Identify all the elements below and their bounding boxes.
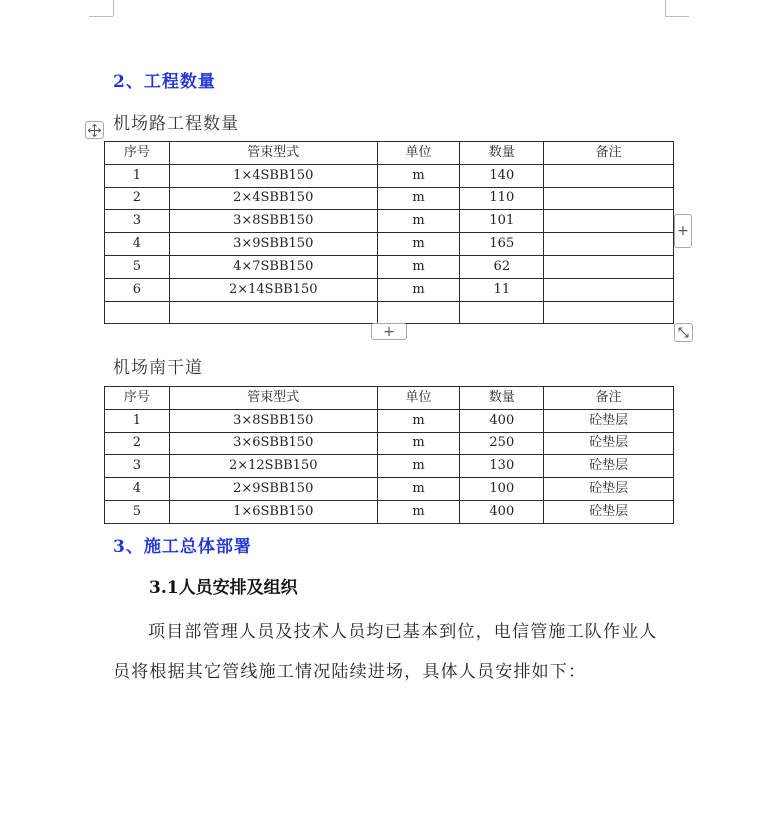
table-row: [105, 210, 674, 233]
table-cell[interactable]: 砼垫层: [544, 478, 674, 501]
table-row: [105, 164, 674, 187]
table-cell[interactable]: 11: [460, 278, 544, 301]
table-airport-road-quantities: [104, 141, 674, 324]
table-cell[interactable]: [169, 301, 377, 324]
table-cell[interactable]: 2×14SBB150: [169, 278, 377, 301]
header-cell: 序号: [105, 387, 170, 410]
table-resize-handle[interactable]: [674, 323, 693, 342]
table-header-row: [105, 142, 674, 165]
table-row: [105, 409, 674, 432]
table-cell[interactable]: 3×6SBB150: [169, 432, 377, 455]
table-row: [105, 255, 674, 278]
table-cell[interactable]: 400: [460, 500, 544, 523]
table-cell[interactable]: 130: [460, 455, 544, 478]
table-cell[interactable]: 400: [460, 409, 544, 432]
table-cell[interactable]: [544, 233, 674, 256]
crop-mark-top-left-horizontal: [89, 16, 113, 17]
table-cell[interactable]: 3: [105, 210, 170, 233]
subsection-3-1-heading: 3.1人员安排及组织: [149, 578, 298, 598]
table-cell[interactable]: m: [377, 210, 460, 233]
table-cell[interactable]: 4×7SBB150: [169, 255, 377, 278]
table-cell[interactable]: 100: [460, 478, 544, 501]
table-cell[interactable]: 砼垫层: [544, 500, 674, 523]
table-cell[interactable]: 砼垫层: [544, 455, 674, 478]
table-cell[interactable]: m: [377, 478, 460, 501]
table-cell[interactable]: 165: [460, 233, 544, 256]
add-row-button[interactable]: +: [371, 323, 407, 340]
header-cell: 单位: [377, 387, 460, 410]
table-cell[interactable]: 101: [460, 210, 544, 233]
table-row: [105, 432, 674, 455]
table-row: [105, 233, 674, 256]
table-cell[interactable]: 2×12SBB150: [169, 455, 377, 478]
table-row: [105, 500, 674, 523]
header-cell: 单位: [377, 142, 460, 165]
table-cell[interactable]: 110: [460, 187, 544, 210]
section-2-heading: 2、工程数量: [113, 72, 216, 92]
table-cell[interactable]: 4: [105, 233, 170, 256]
table-cell[interactable]: 3: [105, 455, 170, 478]
table-cell[interactable]: m: [377, 278, 460, 301]
table-row: [105, 478, 674, 501]
table-cell[interactable]: 5: [105, 500, 170, 523]
table-cell[interactable]: [544, 301, 674, 324]
table-cell[interactable]: 1: [105, 164, 170, 187]
table-cell[interactable]: [544, 278, 674, 301]
header-cell: 序号: [105, 142, 170, 165]
table-airport-south-road-quantities: [104, 386, 674, 524]
table-cell[interactable]: [105, 301, 170, 324]
crop-mark-top-right-vertical: [665, 0, 666, 16]
table-cell[interactable]: 3×8SBB150: [169, 409, 377, 432]
header-cell: 管束型式: [169, 387, 377, 410]
table-row: [105, 187, 674, 210]
table-cell[interactable]: [544, 210, 674, 233]
table-cell[interactable]: 砼垫层: [544, 432, 674, 455]
table-cell[interactable]: [460, 301, 544, 324]
header-cell: 数量: [460, 142, 544, 165]
table-cell[interactable]: m: [377, 455, 460, 478]
table-cell[interactable]: 140: [460, 164, 544, 187]
table-cell[interactable]: 2×4SBB150: [169, 187, 377, 210]
header-cell: 数量: [460, 387, 544, 410]
table-cell[interactable]: 3×8SBB150: [169, 210, 377, 233]
table-cell[interactable]: 3×9SBB150: [169, 233, 377, 256]
table-cell[interactable]: 砼垫层: [544, 409, 674, 432]
table-row: [105, 455, 674, 478]
table-cell[interactable]: 6: [105, 278, 170, 301]
add-column-button[interactable]: +: [674, 214, 692, 248]
table-cell[interactable]: m: [377, 255, 460, 278]
table-move-handle[interactable]: [85, 121, 104, 139]
table-row: [105, 301, 674, 324]
table-cell[interactable]: [377, 301, 460, 324]
header-cell: 备注: [544, 387, 674, 410]
table-cell[interactable]: 2×9SBB150: [169, 478, 377, 501]
table-cell[interactable]: m: [377, 409, 460, 432]
table-cell[interactable]: m: [377, 233, 460, 256]
table-cell[interactable]: m: [377, 500, 460, 523]
table-cell[interactable]: 2: [105, 432, 170, 455]
paragraph-line-1: 项目部管理人员及技术人员均已基本到位，电信管施工队作业人: [148, 622, 658, 642]
header-cell: 管束型式: [169, 142, 377, 165]
table-row: [105, 278, 674, 301]
table-2-caption: 机场南干道: [113, 358, 203, 378]
move-arrows-icon: [88, 124, 101, 137]
table-cell[interactable]: 1: [105, 409, 170, 432]
table-header-row: [105, 387, 674, 410]
table-cell[interactable]: [544, 164, 674, 187]
diagonal-resize-icon: [678, 327, 689, 338]
table-cell[interactable]: 62: [460, 255, 544, 278]
crop-mark-top-left-vertical: [113, 0, 114, 16]
table-cell[interactable]: m: [377, 432, 460, 455]
paragraph-line-2: 员将根据其它管线施工情况陆续进场，具体人员安排如下：: [113, 662, 587, 682]
table-cell[interactable]: m: [377, 187, 460, 210]
table-cell[interactable]: 4: [105, 478, 170, 501]
table-cell[interactable]: 1×4SBB150: [169, 164, 377, 187]
table-1-caption: 机场路工程数量: [113, 114, 239, 134]
table-cell[interactable]: 2: [105, 187, 170, 210]
table-cell[interactable]: 5: [105, 255, 170, 278]
header-cell: 备注: [544, 142, 674, 165]
table-cell[interactable]: [544, 187, 674, 210]
table-cell[interactable]: m: [377, 164, 460, 187]
section-3-heading: 3、施工总体部署: [113, 537, 252, 557]
table-cell[interactable]: 1×6SBB150: [169, 500, 377, 523]
crop-mark-top-right-horizontal: [665, 16, 689, 17]
table-cell[interactable]: [544, 255, 674, 278]
table-cell[interactable]: 250: [460, 432, 544, 455]
